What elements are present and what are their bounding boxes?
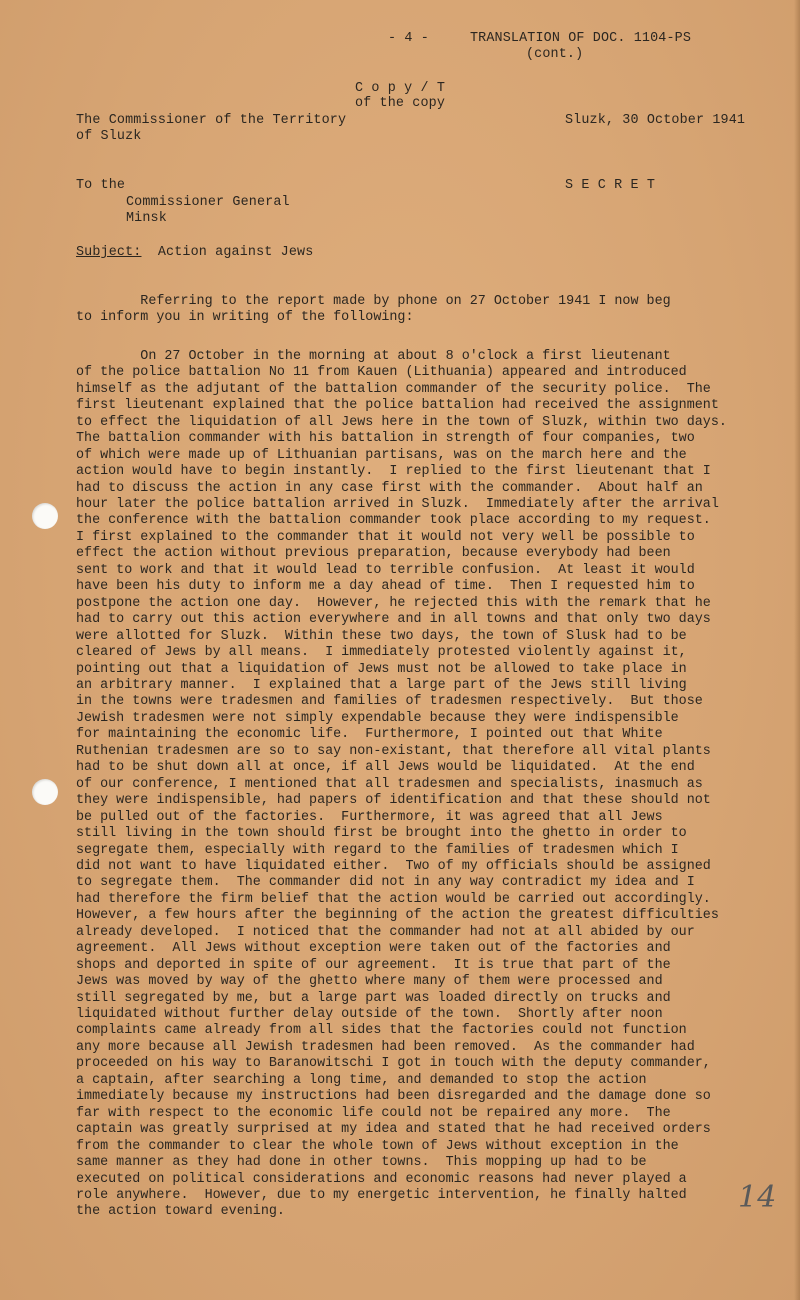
- translation-title: TRANSLATION OF DOC. 1104-PS: [470, 31, 692, 46]
- body-line: already developed. I noticed that the commander had not at all abided by our: [76, 924, 695, 940]
- handwritten-page-number: 14: [738, 1180, 777, 1215]
- copy-line: C o p y / T: [355, 81, 446, 96]
- body-line: of the police battalion No 11 from Kauen (Lithuania) appeared and introduced: [76, 365, 687, 381]
- body-line: any more because all Jewish tradesmen had been removed. As the commander had: [76, 1039, 695, 1055]
- body-line: a captain, after searching a long time, and demanded to stop the action: [76, 1072, 647, 1088]
- body-line: have been his duty to inform me a day ahead of time. Then I requested him to: [76, 579, 695, 595]
- body-line: had to carry out this action everywhere and in all towns and that only two days: [76, 612, 711, 628]
- body-line: an arbitrary manner. I explained that a large part of the Jews still living: [76, 677, 687, 693]
- sender-line-1: The Commissioner of the Territory: [76, 113, 347, 128]
- body-line: segregate them, especially with regard to the families of tradesmen which I: [76, 842, 679, 858]
- punch-hole-lower: [32, 779, 58, 805]
- body-line: complaints came already from all sides that the factories could not function: [76, 1023, 687, 1039]
- body-line: The battalion commander with his battalion in strength of four companies, two: [76, 431, 695, 447]
- body-line: executed on political considerations and economic reasons had never played a: [76, 1171, 687, 1187]
- body-line: they were indispensible, had papers of identification and that these should not: [76, 793, 711, 809]
- subject-text: Action against Jews: [157, 245, 314, 260]
- body-line: still living in the town should first be brought into the ghetto in order to: [76, 826, 687, 842]
- intro-line: to inform you in writing of the following:: [76, 310, 414, 326]
- body-line: did not want to have liquidated either. Two of my officials should be assigned: [76, 858, 711, 874]
- body-line: of which were made up of Lithuanian partisans, was on the march here and the: [76, 447, 687, 463]
- copy-of-copy-line: of the copy: [355, 96, 446, 111]
- recipient-line-1: To the: [76, 178, 126, 193]
- body-line: to effect the liquidation of all Jews here in the town of Sluzk, within two days.: [76, 414, 727, 430]
- body-line: pointing out that a liquidation of Jews must not be allowed to take place in: [76, 661, 687, 677]
- body-line: cleared of Jews by all means. I immediately protested violently against it,: [76, 645, 687, 661]
- punch-hole-upper: [32, 503, 58, 529]
- recipient-line-3: Minsk: [126, 211, 167, 226]
- body-line: same manner as they had done in other towns. This mopping up had to be: [76, 1155, 647, 1171]
- body-line: role anywhere. However, due to my energetic intervention, he finally halted: [76, 1188, 687, 1204]
- body-line: proceeded on his way to Baranowitschi I got in touch with the deputy commander,: [76, 1056, 711, 1072]
- letter-body: [76, 294, 776, 1221]
- body-line: the action toward evening.: [76, 1204, 285, 1220]
- body-line: had to be shut down all at once, if all Jews would be liquidated. At the end: [76, 760, 695, 776]
- intro-line: Referring to the report made by phone on 27 October 1941 I now beg: [76, 294, 671, 309]
- body-line: in the towns were tradesmen and families of tradesmen respectively. But those: [76, 694, 703, 710]
- body-line: However, a few hours after the beginning of the action the greatest difficulties: [76, 908, 719, 924]
- body-line: Jewish tradesmen were not simply expendable because they were indispensible: [76, 710, 679, 726]
- body-line: to segregate them. The commander did not in any way contradict my idea and I: [76, 875, 695, 891]
- page-number: - 4 -: [388, 31, 429, 46]
- body-line: Jews was moved by way of the ghetto where many of them were processed and: [76, 974, 663, 990]
- body-line: liquidated without further delay outside of the town. Shortly after noon: [76, 1007, 663, 1023]
- body-line: were allotted for Sluzk. Within these two days, the town of Slusk had to be: [76, 628, 687, 644]
- body-line: be pulled out of the factories. Furthermore, it was agreed that all Jews: [76, 809, 663, 825]
- classification-secret: S E C R E T: [565, 178, 656, 193]
- body-line: sent to work and that it would lead to terrible confusion. At least it would: [76, 562, 695, 578]
- place-date: Sluzk, 30 October 1941: [565, 113, 746, 128]
- body-line: action would have to begin instantly. I replied to the first lieutenant that I: [76, 464, 711, 480]
- subject-line: [76, 245, 313, 261]
- body-line: captain was greatly surprised at my idea and stated that he had received orders: [76, 1122, 711, 1138]
- body-line: first lieutenant explained that the police battalion had received the assignment: [76, 398, 719, 414]
- continued-note: (cont.): [526, 47, 584, 62]
- sender-line-2: of Sluzk: [76, 129, 142, 144]
- body-line: Ruthenian tradesmen are so to say non-existant, that therefore all vital plants: [76, 743, 711, 759]
- body-line: the conference with the battalion commander took place according to my request.: [76, 513, 711, 529]
- recipient-line-2: Commissioner General: [126, 195, 290, 210]
- body-line: effect the action without previous preparation, because everybody had been: [76, 546, 671, 562]
- body-line: I first explained to the commander that it would not very well be possible to: [76, 529, 695, 545]
- body-line: On 27 October in the morning at about 8 o'clock a first lieutenant: [76, 348, 671, 364]
- body-line: still segregated by me, but a large part was loaded directly on trucks and: [76, 990, 671, 1006]
- body-line: himself as the adjutant of the battalion commander of the security police. The: [76, 381, 711, 397]
- body-line: shops and deported in spite of our agreement. It is true that part of the: [76, 957, 671, 973]
- body-line: postpone the action one day. However, he rejected this with the remark that he: [76, 595, 711, 611]
- body-line: for maintaining the economic life. Furthermore, I pointed out that White: [76, 727, 663, 743]
- body-line: had to discuss the action in any case first with the commander. About half an: [76, 480, 703, 496]
- body-line: hour later the police battalion arrived in Sluzk. Immediately after the arrival: [76, 496, 719, 512]
- body-line: of our conference, I mentioned that all tradesmen and specialists, inasmuch as: [76, 776, 703, 792]
- body-line: had therefore the firm belief that the action would be carried out accordingly.: [76, 891, 711, 907]
- body-line: agreement. All Jews without exception were taken out of the factories and: [76, 941, 671, 957]
- paper-edge-shadow: [794, 0, 800, 1300]
- body-line: immediately because my instructions had been disregarded and the damage done so: [76, 1089, 711, 1105]
- body-line: from the commander to clear the whole town of Jews without exception in the: [76, 1138, 679, 1154]
- subject-label: Subject:: [76, 245, 142, 260]
- body-line: far with respect to the economic life could not be repaired any more. The: [76, 1105, 671, 1121]
